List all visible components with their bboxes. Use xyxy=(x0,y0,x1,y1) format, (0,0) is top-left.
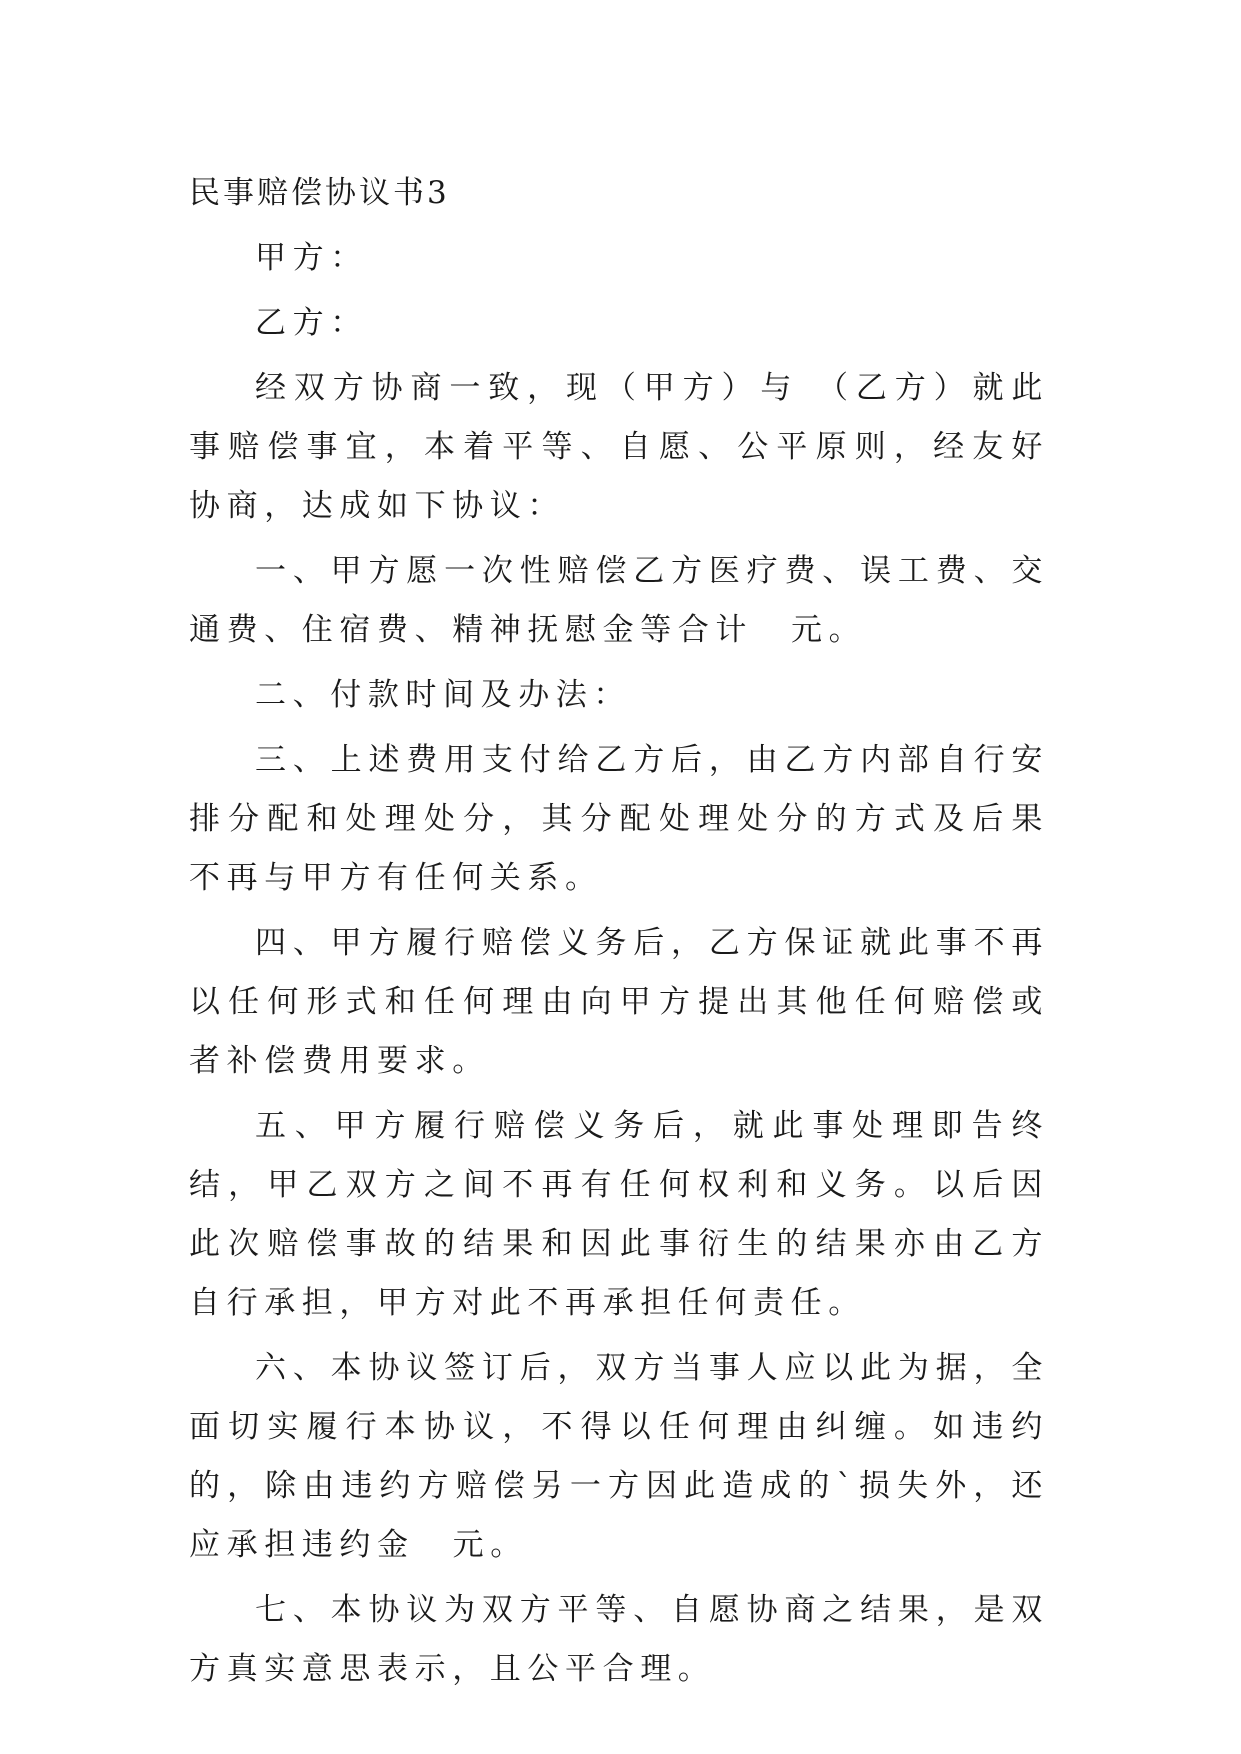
clause-6-text: 六、本协议签订后，双方当事人应以此为据，全面切实履行本协议，不得以任何理由纠缠。如违约的，除由违约方赔偿另一方因此造成的`损失外，还应承担违约金 xyxy=(189,1350,1049,1563)
clause-3: 三、上述费用支付给乙方后，由乙方内部自行安排分配和处理处分，其分配处理处分的方式及后果不再与甲方有任何关系。 xyxy=(189,742,1049,896)
clause-1-unit: 元。 xyxy=(791,612,867,648)
document-title: 民事赔偿协议书3 xyxy=(189,175,450,211)
clause-6-unit: 元。 xyxy=(452,1527,528,1563)
clause-6 xyxy=(189,1339,1049,1575)
clause-2: 二、付款时间及办法： xyxy=(255,677,631,713)
party-a-line: 甲方： xyxy=(255,240,368,276)
clause-7: 七、本协议为双方平等、自愿协商之结果，是双方真实意思表示，且公平合理。 xyxy=(189,1592,1049,1687)
clause-1-text: 一、甲方愿一次性赔偿乙方医疗费、误工费、交通费、住宿费、精神抚慰金等合计 xyxy=(189,553,1049,648)
clause-5: 五、甲方履行赔偿义务后，就此事处理即告终结，甲乙双方之间不再有任何权利和义务。以后因此次赔偿事故的结果和因此事衍生的结果亦由乙方自行承担，甲方对此不再承担任何责任。 xyxy=(189,1108,1049,1321)
clause-1 xyxy=(189,542,1049,660)
party-b-line: 乙方： xyxy=(255,305,368,341)
clause-4: 四、甲方履行赔偿义务后，乙方保证就此事不再以任何形式和任何理由向甲方提出其他任何赔偿或者补偿费用要求。 xyxy=(189,925,1049,1079)
intro-paragraph: 经双方协商一致，现（甲方）与 （乙方）就此事赔偿事宜，本着平等、自愿、公平原则，经友好协商，达成如下协议： xyxy=(189,370,1049,524)
document-body xyxy=(189,164,1049,1705)
